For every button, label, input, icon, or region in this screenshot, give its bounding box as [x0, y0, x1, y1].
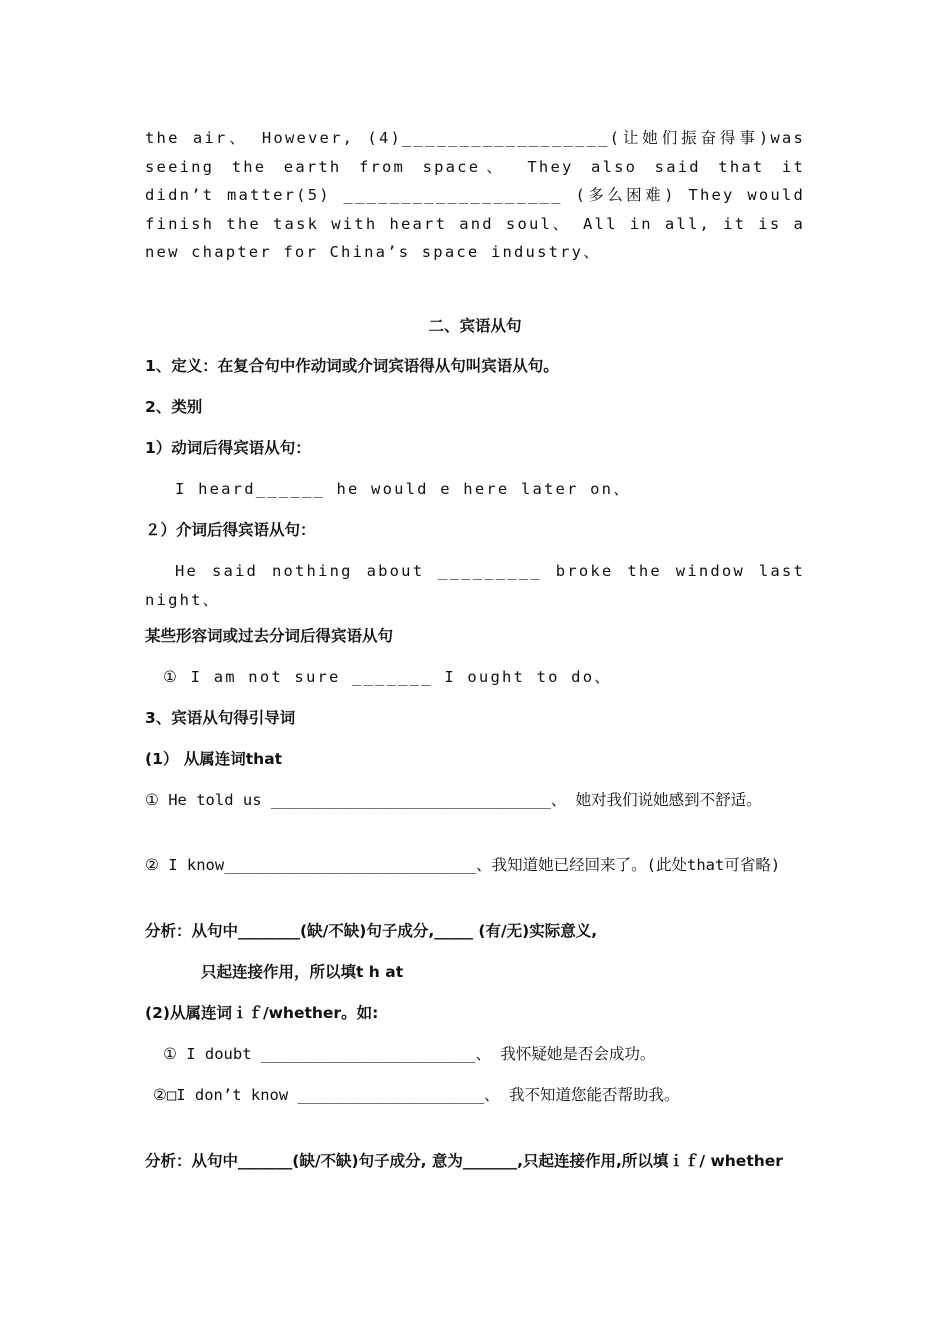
if-example-2: ②□I don’t know ____________________、 我不知道您能否帮助我。 [153, 1086, 680, 1104]
prep-clause-heading: ２）介词后得宾语从句： [145, 521, 316, 539]
analysis-2: 分析：从句中_______(缺/不缺)句子成分, 意为_______,只起连接作用,所以填ｉｆ/ whether [145, 1152, 783, 1170]
adjective-clause-heading: 某些形容词或过去分词后得宾语从句 [145, 627, 394, 645]
verb-clause-heading: 1）动词后得宾语从句： [145, 439, 311, 457]
section-title: 二、宾语从句 [428, 317, 522, 335]
that-example-2: ② I know___________________________、我知道她已经回来了。(此处that可省略) [145, 856, 781, 874]
analysis-1-line-2: 只起连接作用，所以填t h at [201, 963, 404, 981]
passage-paragraph: the air、 However, (4)__________________(让她们振奋得事)was seeing the earth from space、 They also said that it didn’t matter(5) ___________________ (多么困难) They would finish the task with heart and soul、 All in all, it is a new chapter for China’s space industry、 [145, 129, 805, 261]
that-example-1: ① He told us ______________________________、 她对我们说她感到不舒适。 [145, 791, 762, 809]
adjective-clause-example: ① I am not sure _______ I ought to do、 [163, 668, 612, 686]
category-heading: 2、类别 [145, 398, 203, 416]
prep-clause-example: He said nothing about _________ broke the window last night、 [145, 562, 805, 609]
conjunction-heading: 3、宾语从句得引导词 [145, 709, 296, 727]
verb-clause-example: I heard______ he would e here later on、 [175, 480, 631, 498]
if-whether-heading: (2)从属连词ｉｆ/whether。如: [145, 1004, 379, 1022]
definition-line: 1、定义：在复合句中作动词或介词宾语得从句叫宾语从句。 [145, 357, 559, 375]
if-example-1: ① I doubt _______________________、 我怀疑她是否会成功。 [163, 1045, 656, 1063]
that-heading: (1） 从属连词that [145, 750, 283, 768]
analysis-1-line-1: 分析：从句中________(缺/不缺)句子成分,_____ (有/无)实际意义, [145, 922, 598, 940]
